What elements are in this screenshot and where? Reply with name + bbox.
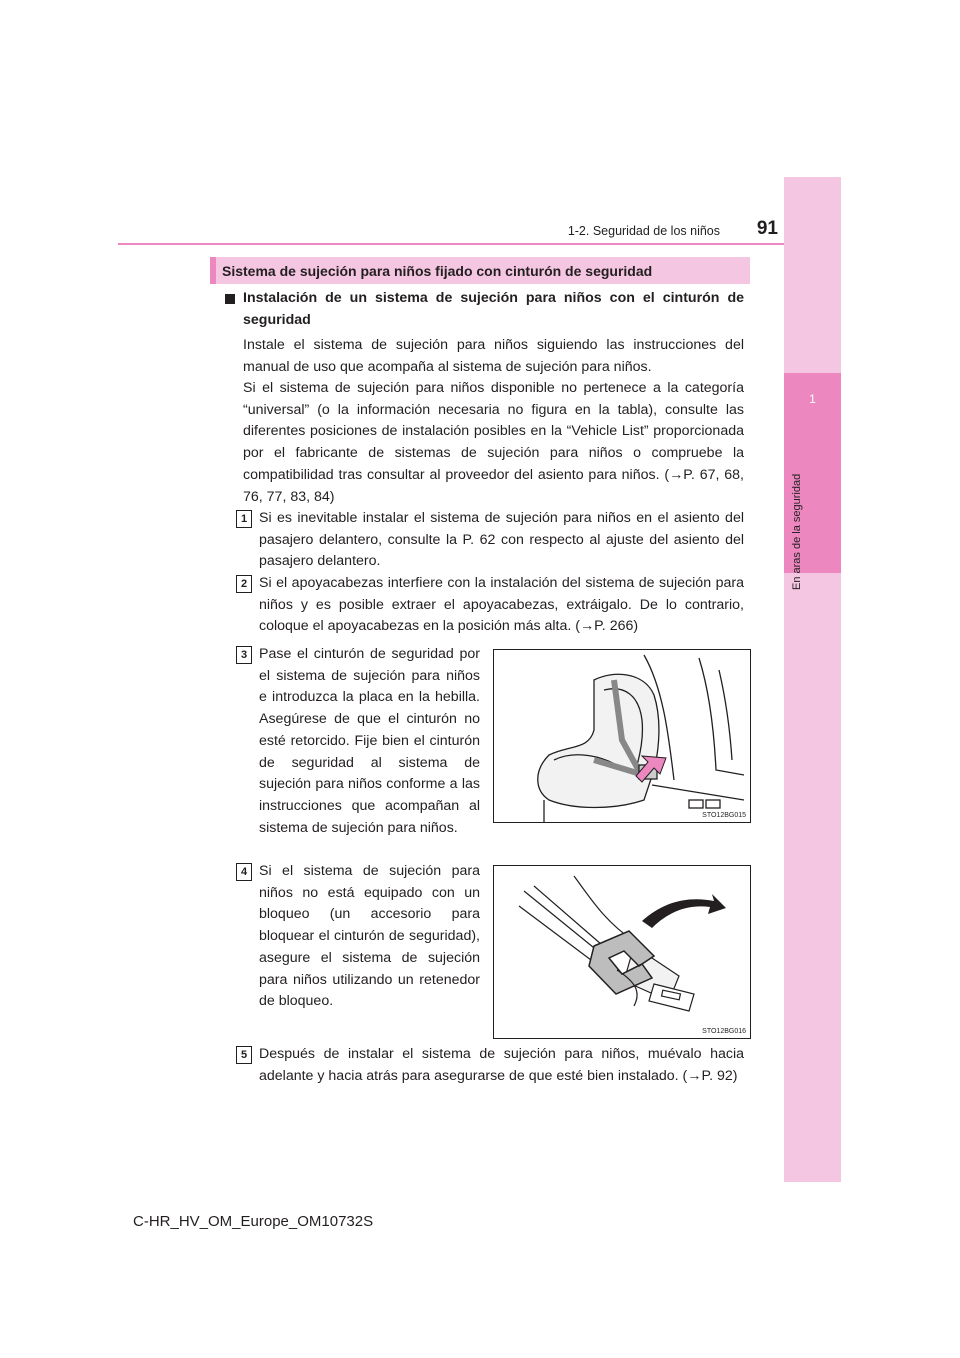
section-title: Sistema de sujeción para niños fijado con cinturón de seguridad — [222, 263, 653, 279]
locking-clip-figure — [493, 865, 751, 1039]
child-seat-illustration-icon — [494, 650, 750, 822]
header-divider — [118, 243, 784, 245]
step-text: Si el apoyacabezas interfiere con la instalación del sistema de sujeción para niños y es posible extraer el apoyacabezas, extráigalo. De lo contrario, coloque el apoyacabezas en la posición más alta. (→P. 266) — [259, 575, 744, 635]
page-number: 91 — [756, 218, 778, 239]
intro-paragraph: Instale el sistema de sujeción para niños siguiendo las instrucciones del manual de uso que acompaña al sistema de sujeción para niños. — [243, 337, 744, 375]
step-number-box: 5 — [236, 1046, 252, 1064]
step-number-box: 2 — [236, 575, 252, 593]
step-text: Pase el cinturón de seguridad por el sistema de sujeción para niños e introduzca la placa en la hebilla. Asegúrese de que el cinturón no esté retorcido. Fije bien el cinturón de seguridad al sistema de sujeción para niños conforme a las instrucciones que acompañan al sistema de sujeción para niños. — [259, 646, 480, 836]
step-text: Después de instalar el sistema de sujeción para niños, muévalo hacia adelante y hacia atrás para asegurarse de que esté bien instalado. (→P. 92) — [259, 1046, 744, 1084]
step-text: Si es inevitable instalar el sistema de sujeción para niños en el asiento del pasajero delantero, consulte la P. 62 con respecto al ajuste del asiento del pasajero delantero. — [259, 510, 744, 570]
step-text: Si el sistema de sujeción para niños no está equipado con un bloqueo (un accesorio para bloquear el cinturón de seguridad), asegure el sistema de sujeción para niños utilizando un retenedor de bloqueo. — [259, 863, 480, 1010]
subsection-heading: Instalación de un sistema de sujeción para niños con el cinturón de seguridad — [243, 290, 744, 328]
figure-code: STO12BG016 — [702, 1028, 746, 1035]
locking-clip-illustration-icon — [494, 866, 750, 1038]
step-number-box: 4 — [236, 863, 252, 881]
chapter-number: 1 — [809, 392, 816, 406]
section-banner-accent — [210, 257, 216, 284]
intro-paragraph: Si el sistema de sujeción para niños disponible no pertenece a la categoría “universal” (o la información necesaria no figura en la tabla), consulte las diferentes posiciones de instalación posibles en la “Vehicle List” proporcionada por el fabricante de sistemas de sujeción para niños o compruebe la compatibilidad tras consultar al proveedor del asiento para niños. (→P. 67, 68, 76, 77, 83, 84) — [243, 380, 744, 505]
breadcrumb: 1-2. Seguridad de los niños — [567, 224, 720, 238]
child-seat-figure — [493, 649, 751, 823]
chapter-side-tab — [784, 177, 841, 1182]
step-number-box: 1 — [236, 510, 252, 528]
figure-code: STO12BG015 — [702, 812, 746, 819]
square-bullet-icon — [225, 294, 235, 304]
chapter-title-vertical: En aras de la seguridad — [791, 473, 803, 590]
document-code: C-HR_HV_OM_Europe_OM10732S — [133, 1213, 374, 1230]
step-number-box: 3 — [236, 646, 252, 664]
